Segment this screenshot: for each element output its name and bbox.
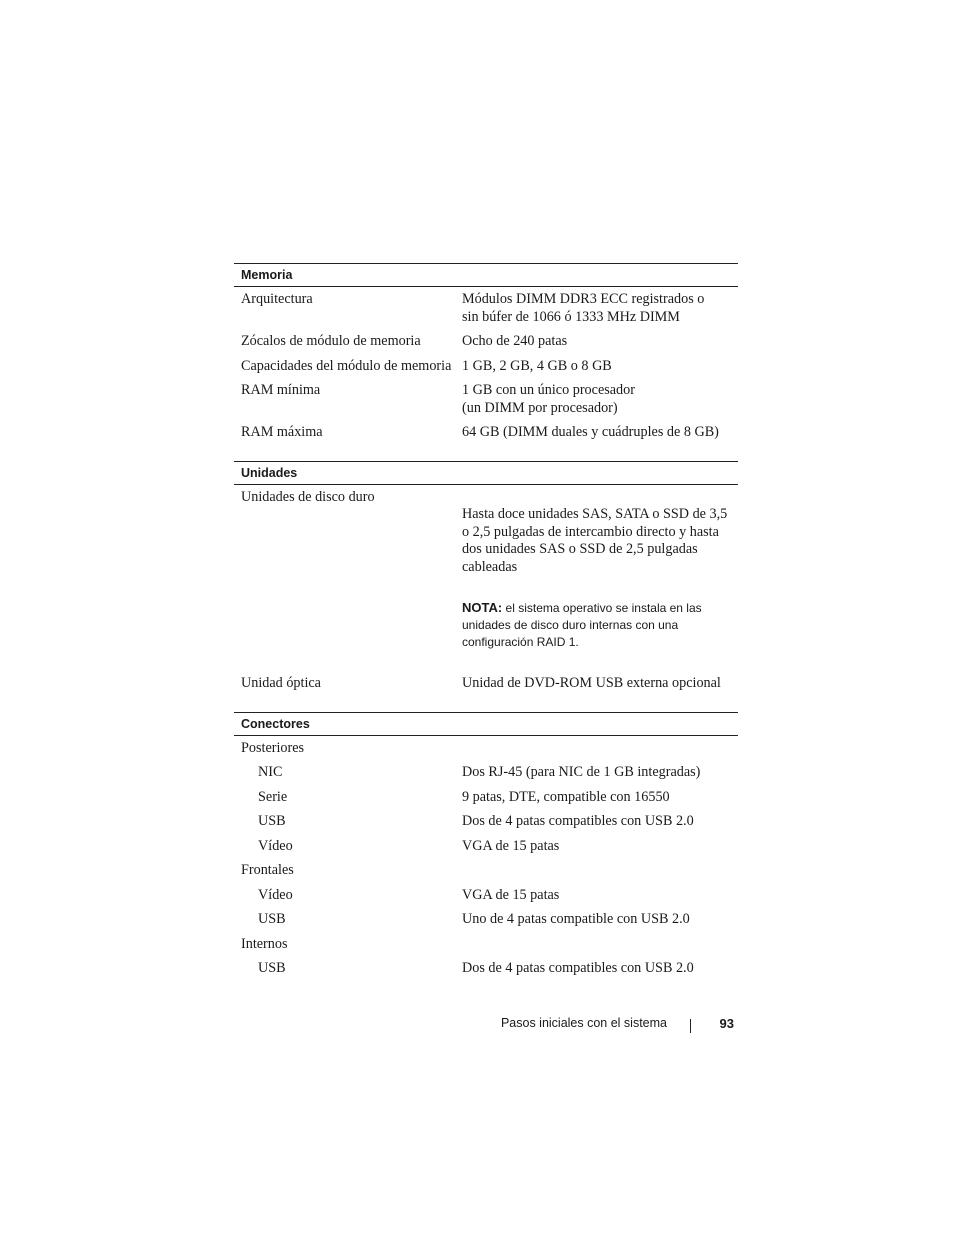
spec-row — [234, 787, 738, 812]
spec-row — [234, 422, 738, 447]
section-header-memoria: Memoria — [234, 263, 738, 287]
row-value: Hasta doce unidades SAS, SATA o SSD de 3,5 o 2,5 pulgadas de intercambio directo y hasta dos unidades SAS o SSD de 2,5 pulgadas cableadas — [462, 506, 728, 575]
footer-title: Pasos iniciales con el sistema — [500, 1016, 667, 1030]
group-label: Posteriores — [241, 739, 305, 756]
section-header-unidades: Unidades — [234, 461, 738, 485]
row-value: VGA de 15 patas — [462, 886, 560, 903]
row-label: Vídeo — [258, 837, 293, 854]
note-text: el sistema operativo se instala en las unidades de disco duro internas con una configuración RAID 1. — [462, 600, 702, 649]
spec-row — [234, 673, 738, 698]
note — [462, 599, 738, 651]
spec-row — [234, 885, 738, 910]
row-label: Arquitectura — [241, 291, 313, 307]
row-label: Zócalos de módulo de memoria — [241, 333, 421, 349]
spec-row — [234, 811, 738, 836]
row-value: Dos RJ-45 (para NIC de 1 GB integradas) — [462, 764, 701, 780]
row-value: 64 GB (DIMM duales y cuádruples de 8 GB) — [462, 424, 719, 440]
row-value-with-note — [462, 489, 738, 669]
footer-separator — [690, 1019, 691, 1033]
spec-table — [234, 263, 738, 983]
section-body-memoria — [234, 287, 738, 447]
row-label: USB — [258, 911, 286, 927]
row-value: Módulos DIMM DDR3 ECC registrados o sin búfer de 1066 ó 1333 MHz DIMM — [462, 291, 705, 325]
row-value: Unidad de DVD-ROM USB externa opcional — [462, 675, 721, 691]
row-label: Unidad óptica — [241, 675, 321, 691]
note-label: NOTA: — [462, 599, 503, 615]
row-label: RAM máxima — [241, 424, 323, 440]
spec-group-row — [234, 860, 738, 885]
row-label: Vídeo — [258, 886, 293, 903]
row-label: Capacidades del módulo de memoria — [241, 357, 452, 374]
section-body-conectores — [234, 736, 738, 983]
page-footer — [0, 1014, 954, 1036]
row-value: Uno de 4 patas compatible con USB 2.0 — [462, 911, 690, 927]
spec-row — [234, 762, 738, 787]
row-value — [462, 862, 738, 880]
row-value: 1 GB con un único procesador (un DIMM por procesador) — [462, 382, 635, 416]
row-value: Dos de 4 patas compatibles con USB 2.0 — [462, 960, 694, 976]
spec-row — [234, 836, 738, 861]
page-number: 93 — [719, 1016, 734, 1031]
spec-row — [234, 958, 738, 983]
spec-row — [234, 487, 738, 674]
row-label: RAM mínima — [241, 382, 321, 398]
row-label: NIC — [258, 764, 283, 780]
row-value: Ocho de 240 patas — [462, 333, 568, 349]
row-value: 9 patas, DTE, compatible con 16550 — [462, 788, 670, 805]
section-gap — [234, 698, 738, 712]
row-value: 1 GB, 2 GB, 4 GB o 8 GB — [462, 357, 612, 374]
row-label: USB — [258, 813, 286, 829]
section-gap — [234, 447, 738, 461]
section-body-unidades — [234, 485, 738, 698]
spec-group-row — [234, 738, 738, 763]
spec-row — [234, 909, 738, 934]
group-label: Frontales — [241, 862, 294, 878]
row-label: Serie — [258, 788, 288, 805]
row-value: Dos de 4 patas compatibles con USB 2.0 — [462, 813, 694, 829]
row-label: Unidades de disco duro — [241, 488, 375, 505]
section-header-conectores: Conectores — [234, 712, 738, 736]
row-value — [462, 740, 738, 758]
spec-row — [234, 331, 738, 356]
spec-group-row — [234, 934, 738, 959]
spec-row — [234, 380, 738, 422]
row-value — [462, 936, 738, 954]
row-value: VGA de 15 patas — [462, 837, 560, 854]
spec-row — [234, 356, 738, 381]
group-label: Internos — [241, 935, 288, 952]
spec-row — [234, 289, 738, 331]
row-label: USB — [258, 960, 286, 976]
